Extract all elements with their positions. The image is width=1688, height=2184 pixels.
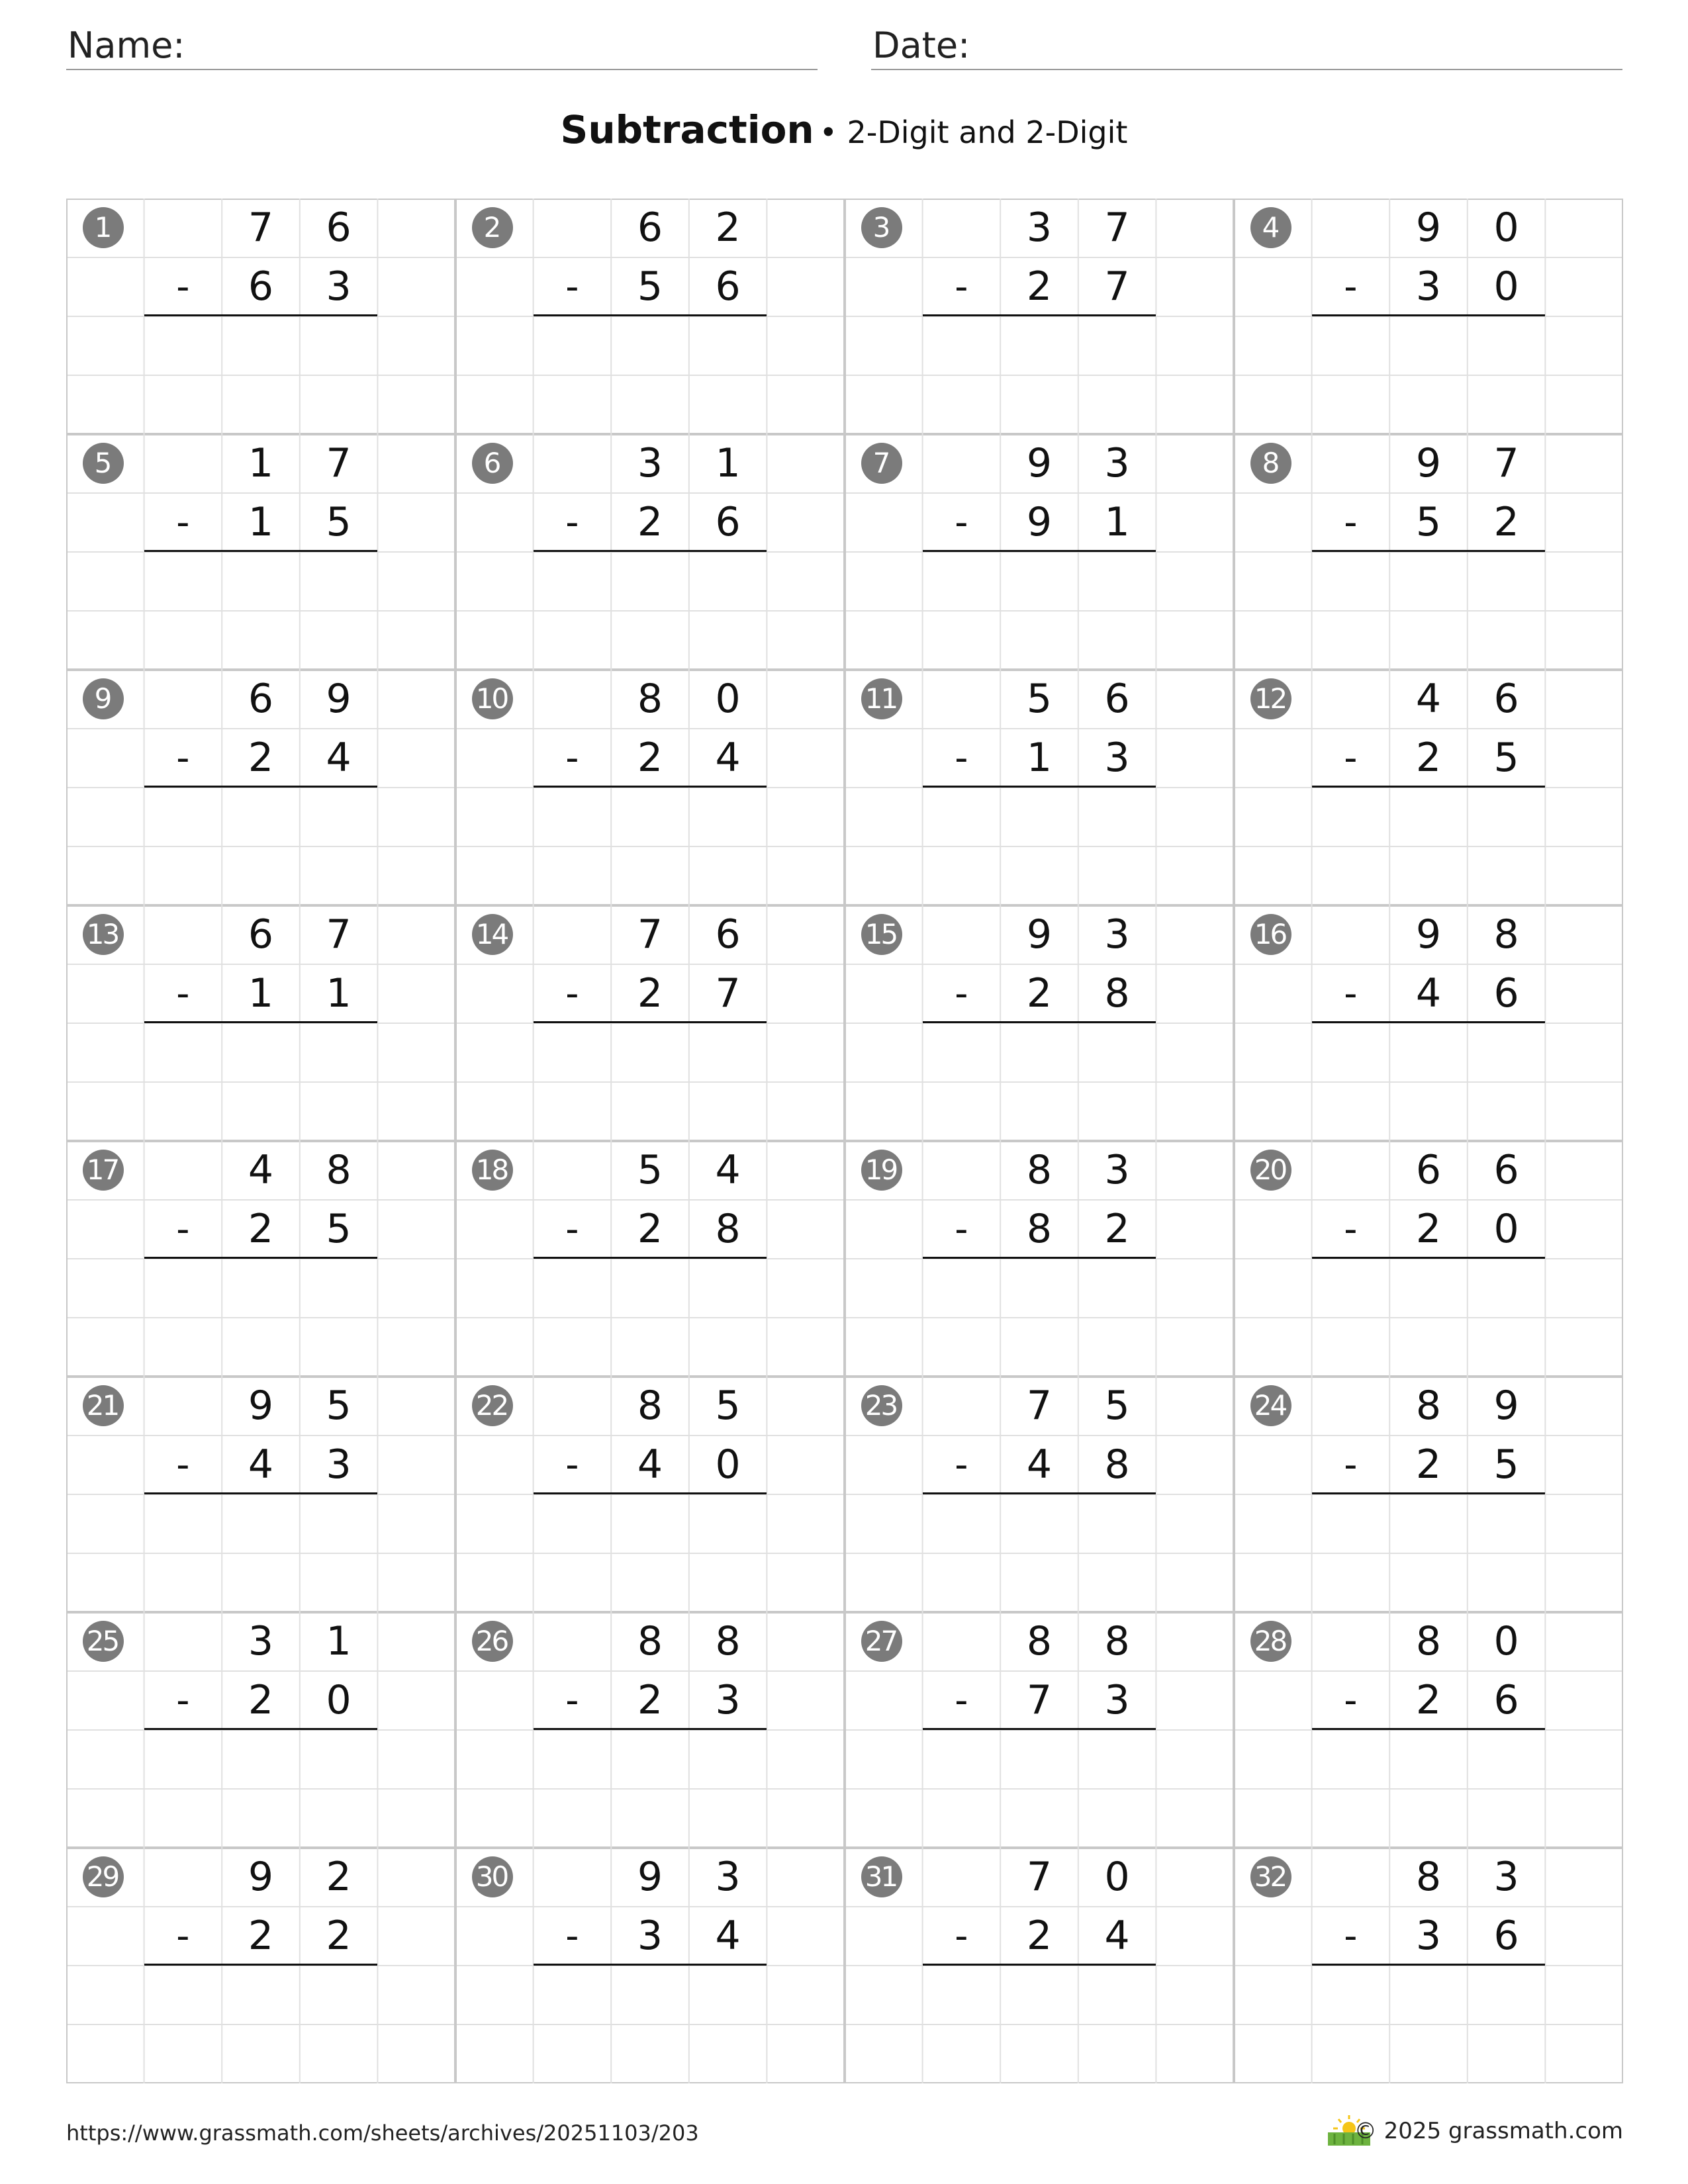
answer-line <box>1312 1492 1546 1494</box>
minuend-digit: 8 <box>637 1618 663 1664</box>
subtrahend-digit: 4 <box>715 1913 741 1959</box>
answer-line <box>1312 1728 1546 1730</box>
date-field[interactable] <box>871 24 1622 70</box>
answer-line <box>923 1492 1156 1494</box>
answer-line <box>144 786 378 788</box>
minuend-digit: 6 <box>248 911 274 958</box>
minuend-digit: 9 <box>248 1383 274 1429</box>
date-label: Date: <box>872 24 970 66</box>
problem-22 <box>455 1377 845 1612</box>
minus-sign: - <box>565 501 579 544</box>
minus-sign: - <box>1344 1679 1358 1722</box>
problem-number-badge: 26 <box>472 1621 513 1662</box>
subtrahend-digit: 2 <box>637 1677 663 1723</box>
problem-number-badge: 7 <box>861 443 902 484</box>
problem-13 <box>66 905 455 1141</box>
subtrahend-digit: 5 <box>326 499 352 545</box>
minuend-digit: 8 <box>1415 1618 1442 1664</box>
subtrahend-digit: 7 <box>1104 263 1130 310</box>
subtrahend-digit: 2 <box>1415 1441 1442 1488</box>
problem-30 <box>455 1848 845 2083</box>
minus-sign: - <box>565 972 579 1015</box>
answer-line <box>1312 1964 1546 1966</box>
minus-sign: - <box>565 737 579 780</box>
problem-19 <box>845 1141 1234 1377</box>
answer-line <box>534 1021 767 1023</box>
minus-sign: - <box>1344 1915 1358 1958</box>
answer-line <box>144 1492 378 1494</box>
problem-number-badge: 1 <box>83 207 124 248</box>
subtrahend-digit: 8 <box>1104 970 1130 1017</box>
subtrahend-digit: 8 <box>715 1206 741 1252</box>
subtrahend-digit: 1 <box>1104 499 1130 545</box>
minuend-digit: 9 <box>1026 911 1053 958</box>
subtrahend-digit: 4 <box>1026 1441 1053 1488</box>
problem-29 <box>66 1848 455 2083</box>
answer-line <box>1312 550 1546 552</box>
answer-line <box>1312 786 1546 788</box>
minuend-digit: 6 <box>326 205 352 251</box>
problem-15 <box>845 905 1234 1141</box>
subtrahend-digit: 3 <box>637 1913 663 1959</box>
minuend-digit: 9 <box>326 676 352 722</box>
subtrahend-digit: 2 <box>326 1913 352 1959</box>
problem-number-badge: 31 <box>861 1856 902 1897</box>
subtrahend-digit: 0 <box>715 1441 741 1488</box>
subtrahend-digit: 1 <box>326 970 352 1017</box>
problem-number-badge: 29 <box>83 1856 124 1897</box>
minuend-digit: 5 <box>637 1147 663 1193</box>
answer-line <box>534 1492 767 1494</box>
subtrahend-digit: 8 <box>1104 1441 1130 1488</box>
subtrahend-digit: 6 <box>1493 1913 1519 1959</box>
problem-26 <box>455 1612 845 1848</box>
minuend-digit: 6 <box>1415 1147 1442 1193</box>
subtrahend-digit: 3 <box>1415 1913 1442 1959</box>
minuend-digit: 7 <box>326 911 352 958</box>
subtrahend-digit: 3 <box>1415 263 1442 310</box>
subtrahend-digit: 7 <box>1026 1677 1053 1723</box>
minus-sign: - <box>955 1443 968 1486</box>
minuend-digit: 8 <box>1026 1147 1053 1193</box>
problem-number-badge: 23 <box>861 1385 902 1426</box>
answer-line <box>534 786 767 788</box>
answer-line <box>144 550 378 552</box>
minuend-digit: 3 <box>1104 1147 1130 1193</box>
minuend-digit: 1 <box>248 440 274 486</box>
minus-sign: - <box>176 737 190 780</box>
subtrahend-digit: 4 <box>1415 970 1442 1017</box>
minuend-digit: 0 <box>1104 1854 1130 1900</box>
answer-line <box>923 1257 1156 1259</box>
answer-line <box>923 786 1156 788</box>
problem-number-badge: 21 <box>83 1385 124 1426</box>
minus-sign: - <box>1344 972 1358 1015</box>
minus-sign: - <box>176 1679 190 1722</box>
problem-number-badge: 17 <box>83 1150 124 1191</box>
answer-line <box>144 1964 378 1966</box>
minus-sign: - <box>565 1679 579 1722</box>
problem-number-badge: 16 <box>1250 914 1291 955</box>
subtrahend-digit: 2 <box>637 735 663 781</box>
answer-line <box>923 314 1156 316</box>
subtrahend-digit: 6 <box>715 263 741 310</box>
problem-24 <box>1234 1377 1623 1612</box>
subtrahend-digit: 2 <box>248 1206 274 1252</box>
problem-number-badge: 4 <box>1250 207 1291 248</box>
minus-sign: - <box>955 1915 968 1958</box>
minuend-digit: 9 <box>1026 440 1053 486</box>
subtrahend-digit: 9 <box>1026 499 1053 545</box>
minuend-digit: 3 <box>1493 1854 1519 1900</box>
problem-18 <box>455 1141 845 1377</box>
minuend-digit: 9 <box>1415 205 1442 251</box>
minus-sign: - <box>955 1208 968 1251</box>
minuend-digit: 6 <box>1493 676 1519 722</box>
subtrahend-digit: 4 <box>248 1441 274 1488</box>
minus-sign: - <box>176 265 190 308</box>
footer-copyright: © 2025 grassmath.com <box>1354 2118 1623 2144</box>
problem-6 <box>455 434 845 670</box>
answer-line <box>534 314 767 316</box>
problem-number-badge: 18 <box>472 1150 513 1191</box>
minuend-digit: 8 <box>1026 1618 1053 1664</box>
minus-sign: - <box>1344 501 1358 544</box>
subtrahend-digit: 7 <box>715 970 741 1017</box>
subtrahend-digit: 2 <box>637 499 663 545</box>
footer-url: https://www.grassmath.com/sheets/archives/20251103/203 <box>66 2120 699 2146</box>
subtrahend-digit: 2 <box>1415 1206 1442 1252</box>
subtrahend-digit: 4 <box>637 1441 663 1488</box>
title-sub: • 2-Digit and 2-Digit <box>819 114 1128 150</box>
minuend-digit: 6 <box>1493 1147 1519 1193</box>
minuend-digit: 6 <box>637 205 663 251</box>
minus-sign: - <box>176 1208 190 1251</box>
problem-number-badge: 13 <box>83 914 124 955</box>
minus-sign: - <box>1344 737 1358 780</box>
problem-number-badge: 15 <box>861 914 902 955</box>
problem-7 <box>845 434 1234 670</box>
minuend-digit: 1 <box>326 1618 352 1664</box>
name-label: Name: <box>68 24 185 66</box>
minuend-digit: 8 <box>1415 1854 1442 1900</box>
subtrahend-digit: 3 <box>1104 1677 1130 1723</box>
subtrahend-digit: 2 <box>1415 735 1442 781</box>
subtrahend-digit: 5 <box>637 263 663 310</box>
problem-4 <box>1234 199 1623 434</box>
subtrahend-digit: 5 <box>1415 499 1442 545</box>
problem-number-badge: 27 <box>861 1621 902 1662</box>
subtrahend-digit: 6 <box>715 499 741 545</box>
subtrahend-digit: 3 <box>715 1677 741 1723</box>
minuend-digit: 3 <box>248 1618 274 1664</box>
problem-32 <box>1234 1848 1623 2083</box>
problem-27 <box>845 1612 1234 1848</box>
problem-25 <box>66 1612 455 1848</box>
problem-number-badge: 20 <box>1250 1150 1291 1191</box>
minus-sign: - <box>565 1208 579 1251</box>
minuend-digit: 8 <box>715 1618 741 1664</box>
subtrahend-digit: 4 <box>1104 1913 1130 1959</box>
subtrahend-digit: 1 <box>1026 735 1053 781</box>
subtrahend-digit: 0 <box>1493 263 1519 310</box>
problem-grid <box>66 199 1623 2083</box>
problem-11 <box>845 670 1234 905</box>
problem-number-badge: 10 <box>472 678 513 719</box>
problem-number-badge: 5 <box>83 443 124 484</box>
subtrahend-digit: 2 <box>248 1913 274 1959</box>
problem-number-badge: 8 <box>1250 443 1291 484</box>
problem-number-badge: 32 <box>1250 1856 1291 1897</box>
problem-number-badge: 3 <box>861 207 902 248</box>
answer-line <box>144 1021 378 1023</box>
minuend-digit: 7 <box>248 205 274 251</box>
subtrahend-digit: 1 <box>248 499 274 545</box>
problem-2 <box>455 199 845 434</box>
minuend-digit: 8 <box>1104 1618 1130 1664</box>
minuend-digit: 9 <box>248 1854 274 1900</box>
minuend-digit: 5 <box>326 1383 352 1429</box>
minuend-digit: 6 <box>1104 676 1130 722</box>
problem-number-badge: 14 <box>472 914 513 955</box>
problem-number-badge: 11 <box>861 678 902 719</box>
minuend-digit: 7 <box>1026 1383 1053 1429</box>
answer-line <box>144 1728 378 1730</box>
minuend-digit: 3 <box>1026 205 1053 251</box>
answer-line <box>534 1964 767 1966</box>
problem-number-badge: 30 <box>472 1856 513 1897</box>
minus-sign: - <box>955 1679 968 1722</box>
subtrahend-digit: 6 <box>248 263 274 310</box>
minuend-digit: 7 <box>1493 440 1519 486</box>
problem-21 <box>66 1377 455 1612</box>
minuend-digit: 3 <box>715 1854 741 1900</box>
minus-sign: - <box>565 265 579 308</box>
title-main: Subtraction <box>560 107 814 152</box>
minuend-digit: 7 <box>326 440 352 486</box>
subtrahend-digit: 6 <box>1493 970 1519 1017</box>
minuend-digit: 1 <box>715 440 741 486</box>
subtrahend-digit: 5 <box>1493 735 1519 781</box>
subtrahend-digit: 2 <box>1026 263 1053 310</box>
minus-sign: - <box>565 1443 579 1486</box>
problem-12 <box>1234 670 1623 905</box>
answer-line <box>1312 1021 1546 1023</box>
problem-14 <box>455 905 845 1141</box>
answer-line <box>923 550 1156 552</box>
minuend-digit: 3 <box>1104 911 1130 958</box>
subtrahend-digit: 6 <box>1493 1677 1519 1723</box>
minuend-digit: 8 <box>1493 911 1519 958</box>
minuend-digit: 7 <box>637 911 663 958</box>
subtrahend-digit: 2 <box>1493 499 1519 545</box>
problem-1 <box>66 199 455 434</box>
minus-sign: - <box>1344 265 1358 308</box>
minuend-digit: 0 <box>1493 205 1519 251</box>
minuend-digit: 9 <box>1415 911 1442 958</box>
subtrahend-digit: 3 <box>1104 735 1130 781</box>
subtrahend-digit: 2 <box>1104 1206 1130 1252</box>
problem-10 <box>455 670 845 905</box>
answer-line <box>144 1257 378 1259</box>
minuend-digit: 5 <box>1026 676 1053 722</box>
minuend-digit: 4 <box>248 1147 274 1193</box>
problem-number-badge: 12 <box>1250 678 1291 719</box>
subtrahend-digit: 2 <box>637 1206 663 1252</box>
problem-8 <box>1234 434 1623 670</box>
problem-5 <box>66 434 455 670</box>
problem-3 <box>845 199 1234 434</box>
subtrahend-digit: 0 <box>1493 1206 1519 1252</box>
answer-line <box>1312 1257 1546 1259</box>
minuend-digit: 4 <box>1415 676 1442 722</box>
subtrahend-digit: 2 <box>248 735 274 781</box>
problem-number-badge: 22 <box>472 1385 513 1426</box>
minus-sign: - <box>1344 1208 1358 1251</box>
answer-line <box>144 314 378 316</box>
minuend-digit: 9 <box>1493 1383 1519 1429</box>
problem-number-badge: 9 <box>83 678 124 719</box>
minuend-digit: 8 <box>637 676 663 722</box>
problem-9 <box>66 670 455 905</box>
minuend-digit: 7 <box>1026 1854 1053 1900</box>
minuend-digit: 6 <box>715 911 741 958</box>
problem-number-badge: 25 <box>83 1621 124 1662</box>
problem-number-badge: 19 <box>861 1150 902 1191</box>
minus-sign: - <box>955 972 968 1015</box>
minuend-digit: 0 <box>1493 1618 1519 1664</box>
problem-number-badge: 2 <box>472 207 513 248</box>
minuend-digit: 8 <box>326 1147 352 1193</box>
minus-sign: - <box>565 1915 579 1958</box>
minuend-digit: 3 <box>1104 440 1130 486</box>
minus-sign: - <box>176 1915 190 1958</box>
minuend-digit: 0 <box>715 676 741 722</box>
worksheet-title <box>0 107 1688 152</box>
minuend-digit: 8 <box>637 1383 663 1429</box>
name-field[interactable] <box>66 24 818 70</box>
problem-23 <box>845 1377 1234 1612</box>
minuend-digit: 5 <box>1104 1383 1130 1429</box>
problem-number-badge: 24 <box>1250 1385 1291 1426</box>
subtrahend-digit: 2 <box>1415 1677 1442 1723</box>
subtrahend-digit: 2 <box>637 970 663 1017</box>
minuend-digit: 6 <box>248 676 274 722</box>
subtrahend-digit: 8 <box>1026 1206 1053 1252</box>
subtrahend-digit: 5 <box>326 1206 352 1252</box>
answer-line <box>534 550 767 552</box>
subtrahend-digit: 2 <box>1026 970 1053 1017</box>
answer-line <box>923 1021 1156 1023</box>
problem-28 <box>1234 1612 1623 1848</box>
minus-sign: - <box>176 1443 190 1486</box>
minus-sign: - <box>955 737 968 780</box>
answer-line <box>923 1964 1156 1966</box>
minuend-digit: 9 <box>637 1854 663 1900</box>
subtrahend-digit: 2 <box>248 1677 274 1723</box>
minus-sign: - <box>955 501 968 544</box>
problem-20 <box>1234 1141 1623 1377</box>
subtrahend-digit: 3 <box>326 1441 352 1488</box>
subtrahend-digit: 3 <box>326 263 352 310</box>
problem-number-badge: 28 <box>1250 1621 1291 1662</box>
minus-sign: - <box>1344 1443 1358 1486</box>
minuend-digit: 2 <box>715 205 741 251</box>
minus-sign: - <box>176 501 190 544</box>
minuend-digit: 7 <box>1104 205 1130 251</box>
answer-line <box>534 1728 767 1730</box>
minuend-digit: 8 <box>1415 1383 1442 1429</box>
minuend-digit: 9 <box>1415 440 1442 486</box>
minuend-digit: 5 <box>715 1383 741 1429</box>
subtrahend-digit: 2 <box>1026 1913 1053 1959</box>
subtrahend-digit: 0 <box>326 1677 352 1723</box>
problem-16 <box>1234 905 1623 1141</box>
minuend-digit: 2 <box>326 1854 352 1900</box>
problem-31 <box>845 1848 1234 2083</box>
minuend-digit: 3 <box>637 440 663 486</box>
answer-line <box>923 1728 1156 1730</box>
minuend-digit: 4 <box>715 1147 741 1193</box>
subtrahend-digit: 4 <box>715 735 741 781</box>
subtrahend-digit: 4 <box>326 735 352 781</box>
minus-sign: - <box>176 972 190 1015</box>
problem-17 <box>66 1141 455 1377</box>
subtrahend-digit: 1 <box>248 970 274 1017</box>
subtrahend-digit: 5 <box>1493 1441 1519 1488</box>
answer-line <box>534 1257 767 1259</box>
problem-number-badge: 6 <box>472 443 513 484</box>
answer-line <box>1312 314 1546 316</box>
minus-sign: - <box>955 265 968 308</box>
